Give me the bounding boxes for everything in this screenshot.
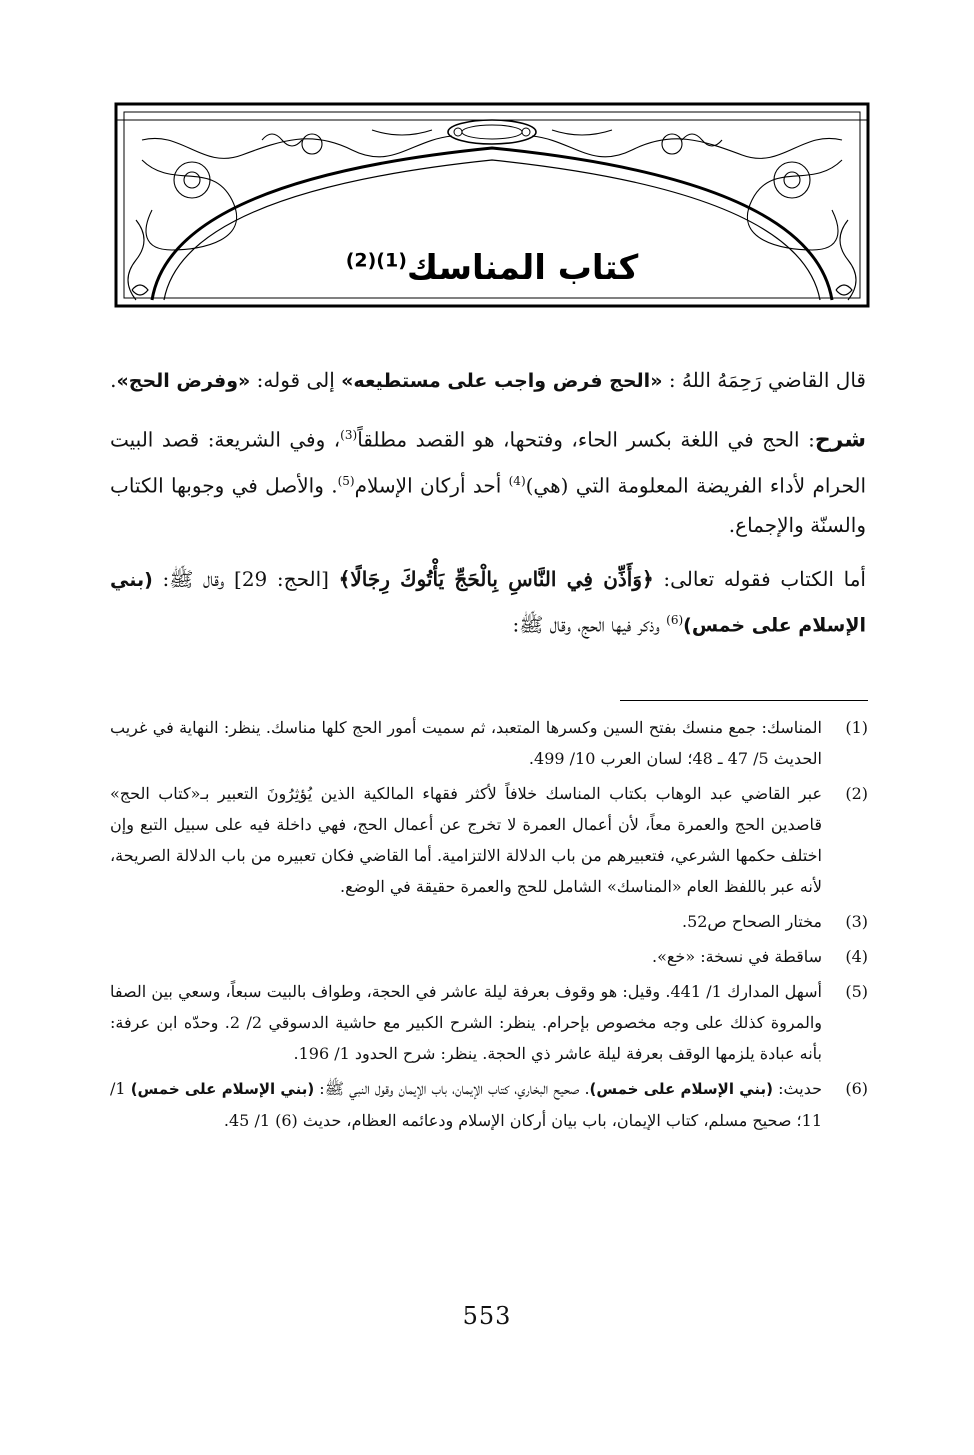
footnote-6-hadith: (بني الإسلام على خمس): [589, 1080, 774, 1098]
footnote-number: (5): [845, 982, 868, 1001]
footnote-text: ساقطة في نسخة: «خع».: [652, 947, 822, 966]
footnote: [110, 712, 868, 774]
footnote-ref-5: (5): [337, 473, 355, 488]
page-number: 553: [462, 1302, 512, 1330]
matn-quote-2: «وفرض الحج»: [116, 370, 251, 392]
footnote-text: مختار الصحاح ص52.: [681, 912, 822, 931]
footnote-6-c: . صحيح البخاري، كتاب الإيمان، باب الإيمان وقول النبي ﷺ:: [314, 1079, 590, 1098]
footnote-number: (2): [845, 784, 868, 803]
footnote-6-e: 1/ 11؛ صحيح مسلم، كتاب الإيمان، باب بيان أركان الإسلام ودعائمه العظام، حديث (6) 1/ 45.: [110, 1079, 822, 1130]
chapter-title: [112, 248, 872, 288]
sharh-label: شرح: [814, 427, 866, 453]
matn-mid: إلى قوله:: [250, 368, 342, 392]
matn-lead: قال القاضي رَحِمَهُ اللهُ :: [662, 368, 866, 392]
footnote-number: (1): [845, 718, 868, 737]
sharh-text-4: . والأصل في وجوبها الكتاب والسنّة والإجماع.: [110, 473, 866, 538]
matn-end: .: [110, 368, 117, 392]
hadith-quote: (بني الإسلام على خمس): [110, 569, 866, 637]
footnotes: [110, 712, 868, 1140]
quran-para-text-3: وذكر فيها الحج، وقال ﷺ:: [512, 612, 667, 637]
footnote-text: [110, 1073, 828, 1136]
sharh-paragraph: [110, 415, 866, 545]
footnote-ref-4: (4): [508, 473, 526, 488]
quran-citation: [الحج: 29]: [224, 567, 339, 592]
quran-para-text-1: أما الكتاب فقوله تعالى:: [653, 567, 866, 592]
footnote-text: عبر القاضي عبد الوهاب بكتاب المناسك خلافاً لأكثر فقهاء المالكية الذين يُؤثِرُونَ التعبير بـ«كتاب الحج» قاصدين الحج والعمرة معاً، لأن أعمال العمرة لا تخرج عن أعمال الحج، فهي داخلة فيه على سبيل التبع وإن اختلف حكمها الشرعي، فتعبيرهم من باب الدلالة الالتزامية. أما القاضي فكان تعبيره من باب الدلالة الصريحة، لأنه عبر باللفظ العام «المناسك» الشامل للحج والعمرة حقيقة في الوضع.: [110, 784, 822, 896]
footnote-text: المناسك: جمع منسك بفتح السين وكسرها المتعبد، ثم سميت أمور الحج كلها مناسك. ينظر: النهاية في غريب الحديث 5/ 47 ـ 48؛ لسان العرب 10/ 499.: [110, 718, 822, 768]
quran-paragraph: [110, 559, 866, 646]
footnote: [110, 1073, 868, 1136]
footnote: [110, 778, 868, 902]
footnote-6-hadith-2: (بني الإسلام على خمس): [130, 1080, 315, 1098]
sharh-text-3: أحد أركان الإسلام: [354, 473, 509, 498]
footnote-number: (6): [845, 1079, 868, 1098]
footnote-number: (4): [845, 947, 868, 966]
footnote: [110, 941, 868, 972]
sharh-text-2: ، وفي الشريعة: قصد البيت الحرام لأداء الفريضة المعلومة التي (هي): [110, 427, 866, 498]
footnote-divider: [620, 700, 868, 701]
chapter-title-refs: (1)(2): [345, 249, 407, 272]
matn-paragraph: [110, 360, 866, 401]
footnote-ref-3: (3): [340, 428, 358, 442]
main-text: [110, 360, 866, 660]
footnote-6-a: حديث:: [773, 1079, 822, 1098]
sharh-text-1: : الحج في اللغة بكسر الحاء، وفتحها، هو القصد مطلقاً: [357, 427, 815, 452]
quran-para-text-2: وقال ﷺ:: [152, 567, 225, 592]
footnote-text: أسهل المدارك 1/ 441. وقيل: هو وقوف بعرفة ليلة عاشر في الحجة، وطواف بالبيت سبعاً، وسعي بين الصفا والمروة كذلك على وجه مخصوص بإحرام. ينظر: الشرح الكبير مع حاشية الدسوقي 2/ 2. وحدّه ابن عرفة: بأنه عبادة يلزمها الوقف بعرفة ليلة عاشر ذي الحجة. ينظر: شرح الحدود 1/ 196.: [110, 982, 823, 1063]
footnote-number: (3): [845, 912, 868, 931]
footnote: [110, 906, 868, 937]
footnote-ref-6: (6): [666, 613, 684, 628]
chapter-title-text: كتاب المناسك: [406, 248, 639, 288]
matn-quote: «الحج فرض واجب على مستطيعه»: [341, 370, 663, 392]
footnote: [110, 976, 868, 1069]
quran-verse: ﴿وَأَذِّن فِي النَّاسِ بِالْحَجِّ يَأْتُوكَ رِجَالًا﴾: [338, 567, 654, 592]
